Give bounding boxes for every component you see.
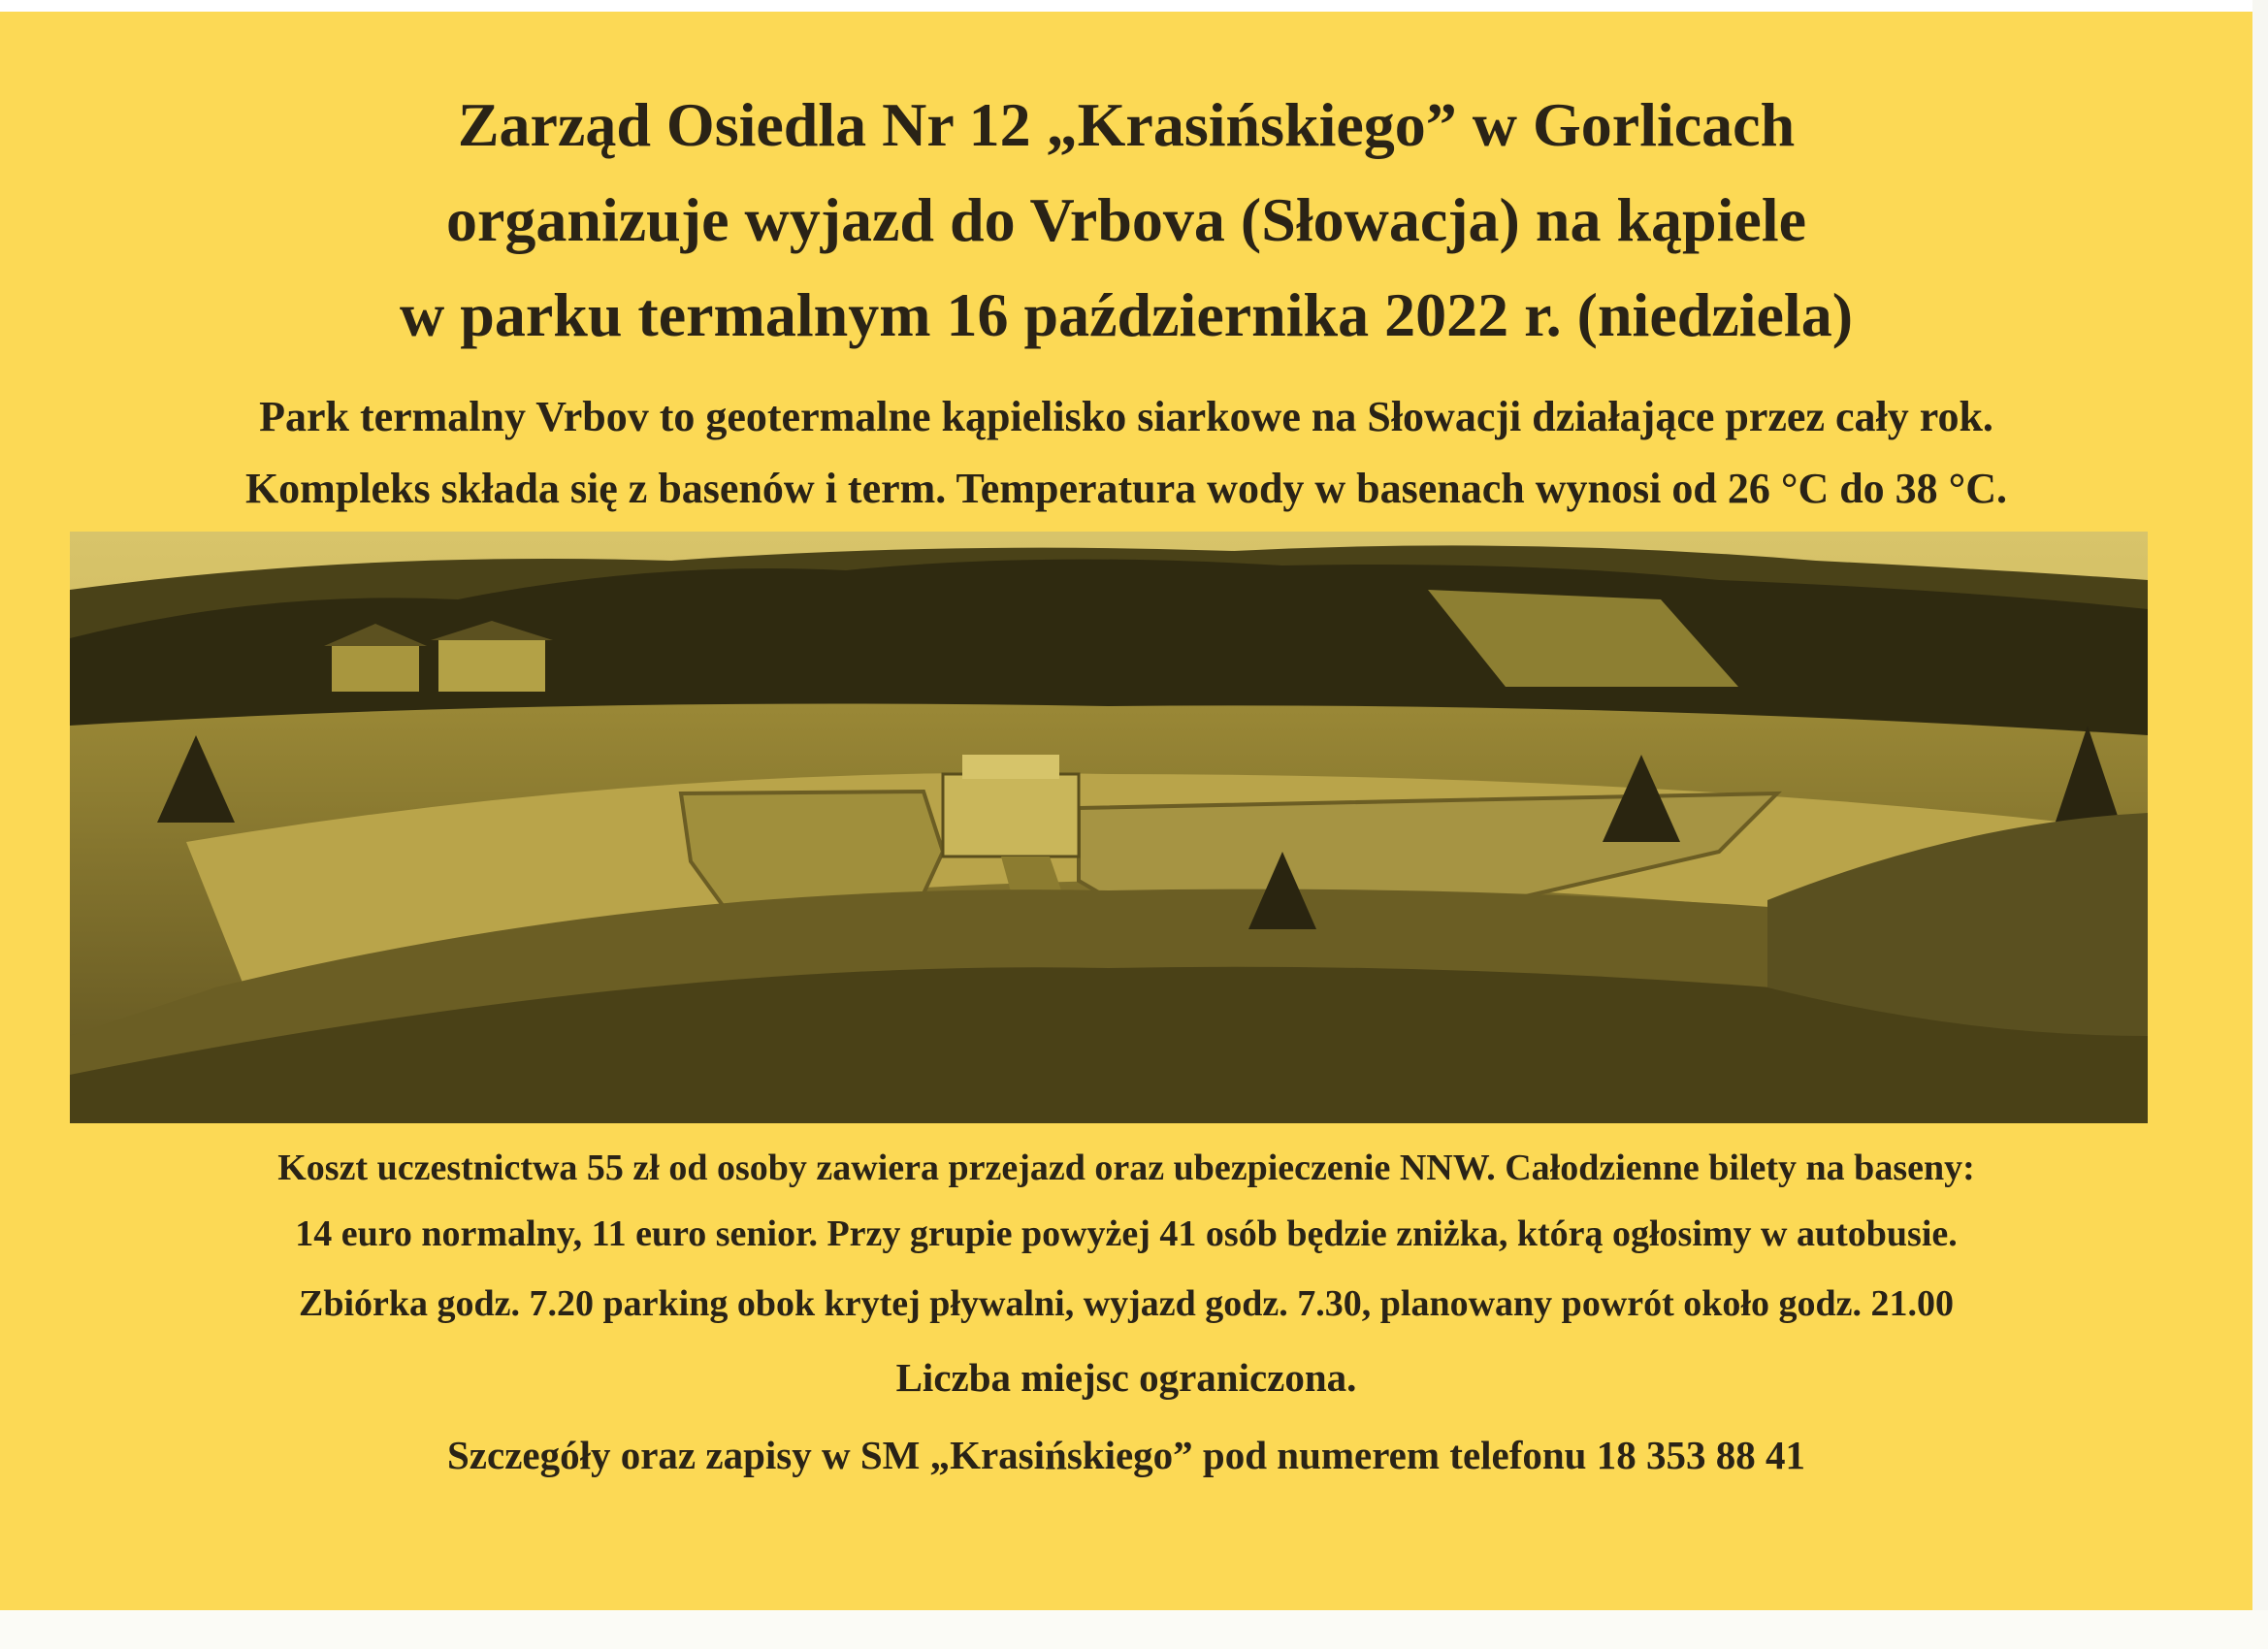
contact-info: Szczegóły oraz zapisy w SM „Krasińskiego” pod numerem telefonu 18 353 88 41 [447,1433,1805,1477]
title-line-2: organizuje wyjazd do Vrbova (Słowacja) na kąpiele [445,185,1807,254]
intro-line-1: Park termalny Vrbov to geotermalne kąpielisko siarkowe na Słowacji działające przez cały rok. [259,393,1993,440]
thermal-park-photo [70,532,2148,1123]
cost-line-2: 14 euro normalny, 11 euro senior. Przy grupie powyżej 41 osób będzie zniżka, którą ogłosimy w autobusie. [295,1213,1958,1254]
meeting-info: Zbiórka godz. 7.20 parking obok krytej pływalni, wyjazd godz. 7.30, planowany powrót około godz. 21.00 [299,1283,1954,1324]
title-line-1: Zarząd Osiedla Nr 12 „Krasińskiego” w Gorlicach [457,90,1796,159]
intro-line-2: Kompleks składa się z basenów i term. Temperatura wody w basenach wynosi od 26 °C do 38 °C. [244,465,2008,512]
title-line-3: w parku termalnym 16 października 2022 r. (niedziela) [400,280,1853,349]
scan-bottom-margin [0,1610,2268,1649]
thermal-park-photo-illustration [70,532,2148,1123]
flyer-sheet [0,12,2252,1610]
limited-places-notice: Liczba miejsc ograniczona. [895,1355,1357,1400]
cost-line-1: Koszt uczestnictwa 55 zł od osoby zawiera przejazd oraz ubezpieczenie NNW. Całodzienne bilety na baseny: [277,1148,1975,1188]
